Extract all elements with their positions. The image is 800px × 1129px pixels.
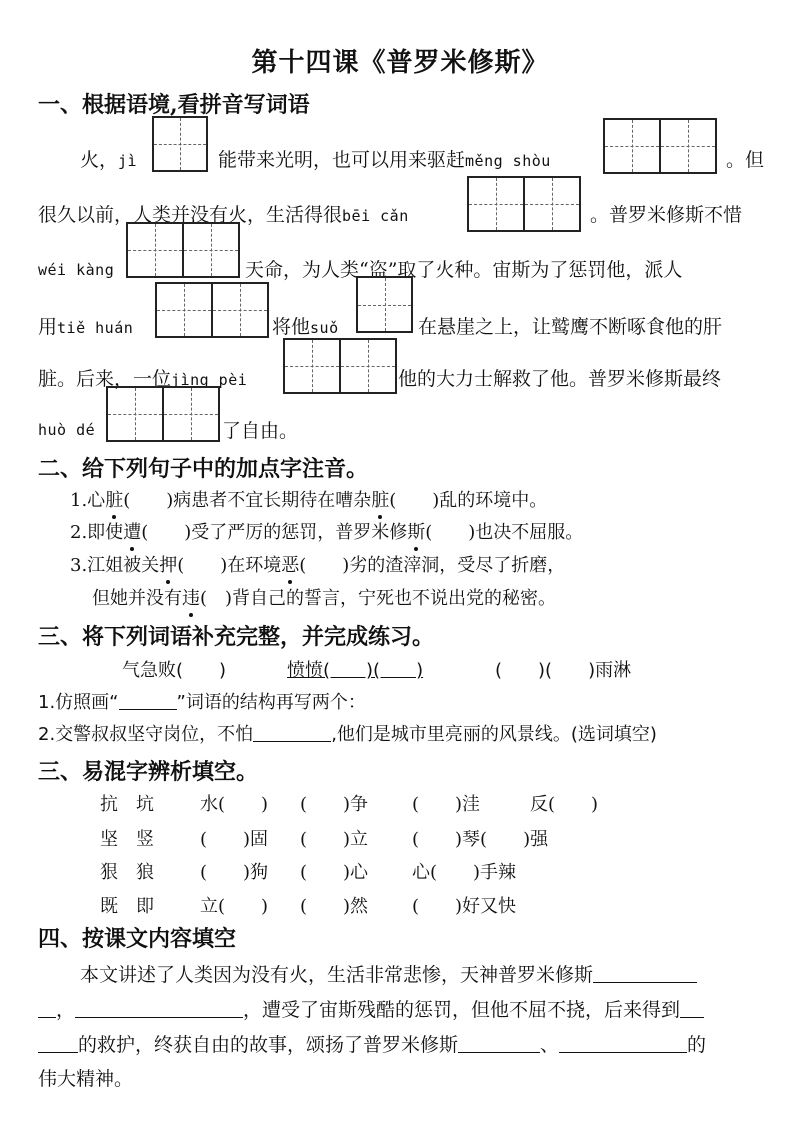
blank[interactable] xyxy=(38,1033,78,1053)
text: ,他们是城市里亮丽的风景线。(选词填空) xyxy=(331,724,657,745)
dotted-char: 遭 xyxy=(123,518,141,544)
text: 能带来光明，也可以用来驱赶 xyxy=(218,149,466,171)
fill-item[interactable]: ( )心 xyxy=(300,862,369,883)
fill-item[interactable]: ( )立 xyxy=(300,829,369,850)
char-pair: 坚 竖 xyxy=(100,829,154,850)
section-1-heading: 一、根据语境,看拼音写词语 xyxy=(38,92,310,118)
pinyin-huode: huò dé xyxy=(38,421,96,439)
s2-sentence-4 xyxy=(92,584,556,610)
fill-item[interactable]: 反( ) xyxy=(530,794,599,815)
s5-line-1 xyxy=(80,960,697,987)
fill-item[interactable]: ( )洼 xyxy=(412,794,481,815)
text: ( )乱的环境中。 xyxy=(389,490,548,511)
s3-word-3: ( )( )雨淋 xyxy=(495,660,632,681)
text: ( )背自己的誓言，宁死也不说出党的秘密。 xyxy=(200,588,557,609)
s2-sentence-3 xyxy=(70,551,565,577)
text: 1.仿照画“ xyxy=(38,692,119,713)
page-title: 第十四课《普罗米修斯》 xyxy=(251,48,549,78)
pinyin-beican: bēi cǎn xyxy=(342,207,409,225)
pinyin-ji: jì xyxy=(118,152,138,170)
text: 本文讲述了人类因为没有火，生活非常悲惨，天神普罗米修斯 xyxy=(80,964,594,986)
dotted-char: 脏 xyxy=(371,486,389,512)
char-pair: 狠 狼 xyxy=(100,862,154,883)
text: 1.心 xyxy=(70,490,106,511)
text: ( )受了严厉的惩罚，普罗米修 xyxy=(141,522,408,543)
s1-line-6b: 了自由。 xyxy=(222,420,299,442)
blank[interactable] xyxy=(253,723,331,742)
text: 脏。后来，一位 xyxy=(38,368,172,390)
text: 愤愤 xyxy=(287,660,323,681)
fill-item[interactable]: ( )狗 xyxy=(200,862,269,883)
pinyin-jingpei: jìng pèi xyxy=(171,371,248,389)
dotted-char: 押 xyxy=(159,551,177,577)
s1-line-4b xyxy=(272,312,339,339)
text: ，遭受了宙斯残酷的惩罚，但他不屈不挠，后来得到 xyxy=(243,999,681,1021)
text: 很久以前，人类并没有火，生活得很 xyxy=(38,204,343,226)
answer-box-ji[interactable] xyxy=(152,116,208,172)
text: 3.江姐被关 xyxy=(70,555,160,576)
s5-line-4: 伟大精神。 xyxy=(38,1068,134,1090)
s1-line-4c: 在悬崖之上，让鹫鹰不断啄食他的肝 xyxy=(418,316,723,338)
text: ( )( ) xyxy=(323,660,424,681)
text: ( )劣的渣滓洞，受尽了折磨， xyxy=(299,555,566,576)
s3-question-2 xyxy=(38,720,657,746)
pinyin-mengshou: měng shòu xyxy=(465,152,551,170)
text: 的救护，终获自由的故事，颂扬了普罗米修斯 xyxy=(78,1034,459,1056)
fill-item[interactable]: 心( )手辣 xyxy=(412,862,517,883)
text: 的 xyxy=(687,1034,707,1056)
blank[interactable] xyxy=(75,998,243,1018)
s1-line-6 xyxy=(38,418,95,440)
blank[interactable] xyxy=(593,963,697,983)
answer-box-tiehuan[interactable] xyxy=(155,282,269,338)
text: 2.即使 xyxy=(70,522,124,543)
dotted-char: 斯 xyxy=(407,518,425,544)
s1-line-2b: 。普罗米修斯不惜 xyxy=(590,204,743,226)
s3-word-2 xyxy=(287,656,423,682)
blank[interactable] xyxy=(119,691,177,710)
dotted-char: 脏 xyxy=(105,486,123,512)
blank[interactable] xyxy=(559,1033,687,1053)
answer-box-huode[interactable] xyxy=(106,386,220,442)
text: 但她并没有 xyxy=(92,588,182,609)
dotted-char: 违 xyxy=(182,584,200,610)
fill-item[interactable]: ( )争 xyxy=(300,794,369,815)
s2-sentence-1 xyxy=(70,486,547,512)
s1-line-5b: 他的大力士解救了他。普罗米修斯最终 xyxy=(398,368,722,390)
fill-item[interactable]: 立( ) xyxy=(200,896,269,917)
s1-line-4 xyxy=(38,312,133,339)
answer-box-suo[interactable] xyxy=(356,276,413,333)
text: 火， xyxy=(80,149,119,171)
char-pair: 抗 坑 xyxy=(100,794,154,815)
pinyin-suo: suǒ xyxy=(310,319,339,337)
fill-item[interactable]: ( )然 xyxy=(300,896,369,917)
text: ( )病患者不宜长期待在嘈杂 xyxy=(123,490,372,511)
text: 2.交警叔叔坚守岗位，不怕 xyxy=(38,724,254,745)
fill-item[interactable]: 水( ) xyxy=(200,794,269,815)
s3-question-1 xyxy=(38,688,366,714)
section-4-heading: 三、易混字辨析填空。 xyxy=(38,759,259,785)
answer-box-mengshou[interactable] xyxy=(603,118,717,174)
s5-line-2 xyxy=(38,995,704,1022)
s1-line-3 xyxy=(38,258,114,280)
pinyin-tiehuan: tiě huán xyxy=(57,319,134,337)
s3-word-1: 气急败( ) xyxy=(122,660,227,681)
text: ( )在环境 xyxy=(177,555,282,576)
answer-box-beican[interactable] xyxy=(467,176,581,232)
section-2-heading: 二、给下列句子中的加点字注音。 xyxy=(38,456,369,482)
section-3-heading: 三、将下列词语补充完整，并完成练习。 xyxy=(38,624,435,650)
fill-item[interactable]: ( )琴( )强 xyxy=(412,829,549,850)
text: ， xyxy=(56,999,76,1021)
s1-line-1 xyxy=(80,145,137,172)
s5-line-3 xyxy=(38,1030,706,1057)
fill-item[interactable]: ( )好又快 xyxy=(412,896,517,917)
answer-box-weikang[interactable] xyxy=(126,222,240,278)
pinyin-weikang: wéi kàng xyxy=(38,261,115,279)
char-pair: 既 即 xyxy=(100,896,154,917)
text: 用 xyxy=(38,316,58,338)
blank[interactable] xyxy=(680,998,704,1018)
section-5-heading: 四、按课文内容填空 xyxy=(38,926,237,952)
blank[interactable] xyxy=(458,1033,540,1053)
text: 将他 xyxy=(272,316,311,338)
fill-item[interactable]: ( )固 xyxy=(200,829,269,850)
blank[interactable] xyxy=(38,998,56,1018)
s1-line-3b: 天命，为人类“盗”取了火种。宙斯为了惩罚他，派人 xyxy=(245,259,683,281)
answer-box-jingpei[interactable] xyxy=(283,338,397,394)
s2-sentence-2 xyxy=(70,518,583,544)
dotted-char: 恶 xyxy=(281,551,299,577)
text: ”词语的结构再写两个： xyxy=(176,692,366,713)
s1-line-1c: 。但 xyxy=(726,149,765,171)
s1-line-1b xyxy=(218,145,551,172)
text: ( )也决不屈服。 xyxy=(425,522,584,543)
text: 、 xyxy=(540,1034,560,1056)
